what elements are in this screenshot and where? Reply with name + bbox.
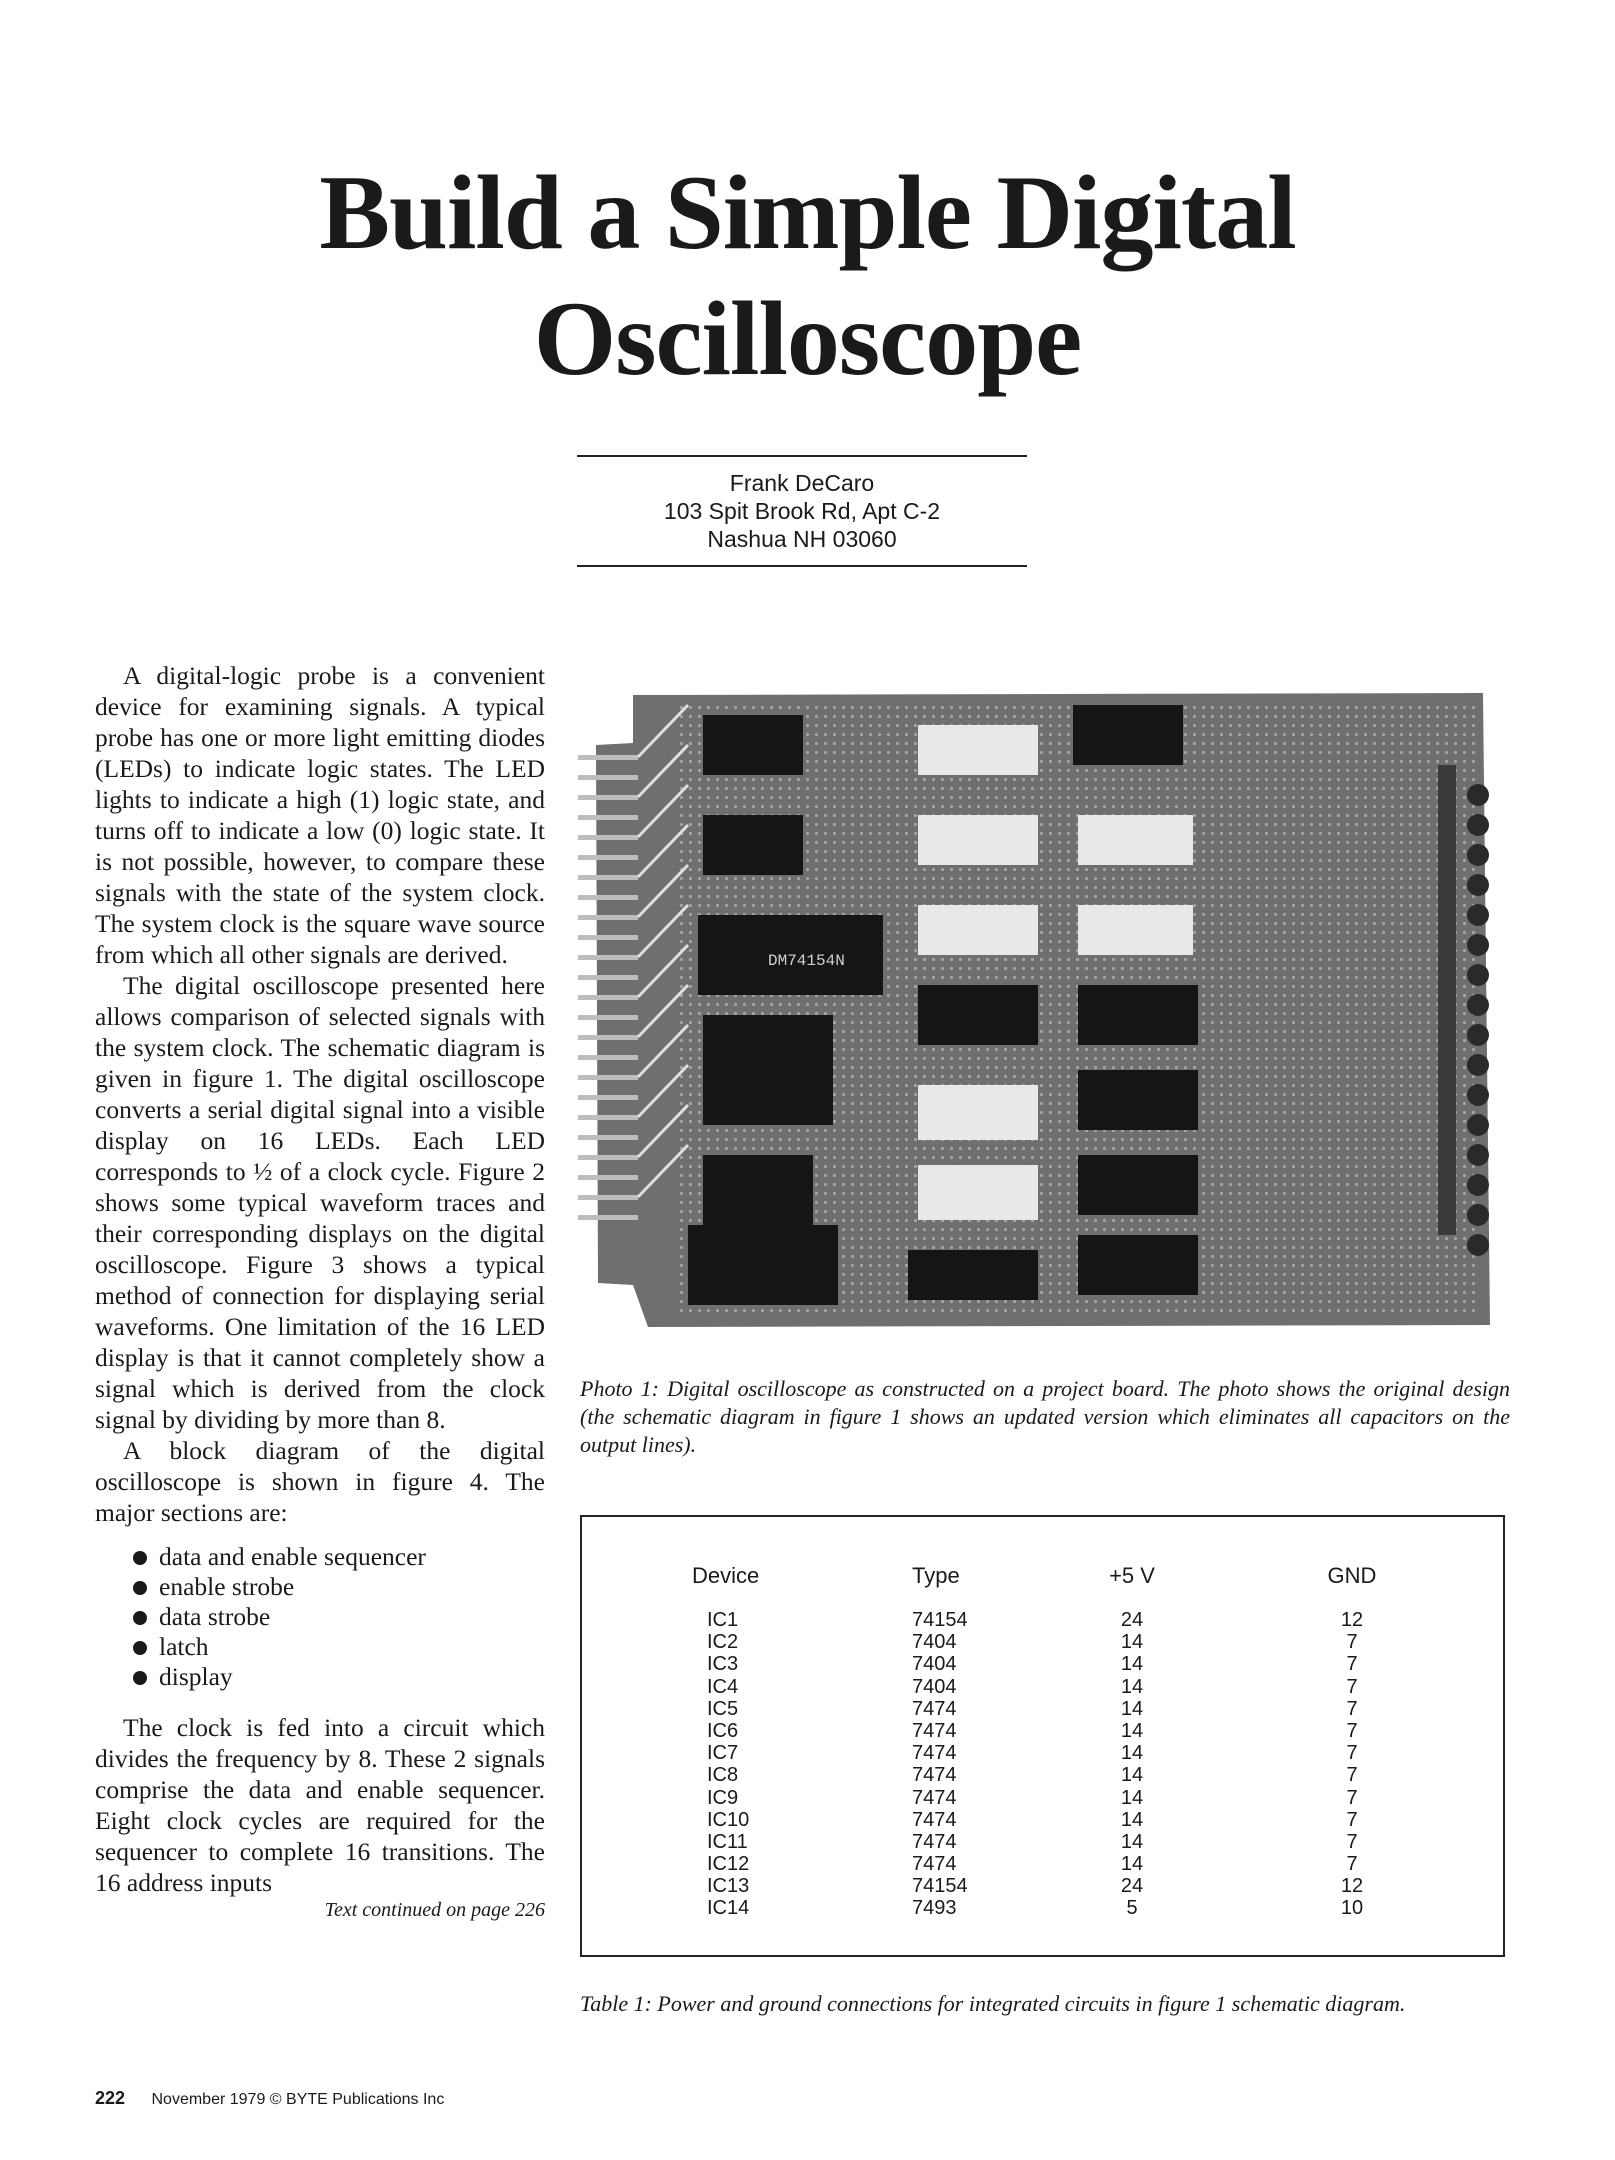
paragraph-2: The digital oscilloscope presented here allows comparison of selected signals with the system clock. The schematic diagram is given in figure 1. The digital oscilloscope converts a serial digital signal into a visible display on 16 LEDs. Each LED corresponds to ½ of a clock cycle. Figure 2 shows some typical waveform traces and their corresponding displays on the digital oscilloscope. Figure 3 shows a typical method of connection for displaying serial waveforms. One limitation of the 16 LED display is that it cannot completely show a signal which is derived from the clock signal by dividing by more than 8. <box>95 971 545 1434</box>
article-title <box>0 150 1615 402</box>
continued-note: Text continued on page 226 <box>324 1899 545 1921</box>
table-row: IC10 7474 14 7 <box>707 1808 1358 1831</box>
list-item: data and enable sequencer <box>133 1542 545 1572</box>
table-row: IC12 7474 14 7 <box>707 1853 1358 1876</box>
header-gnd: GND <box>1327 1563 1377 1588</box>
table-body <box>582 1609 1503 1920</box>
header-plus5v: +5 V <box>1109 1563 1155 1588</box>
header-device: Device <box>692 1563 760 1588</box>
circuit-board-photo <box>578 685 1508 1335</box>
list-item: enable strobe <box>133 1572 545 1602</box>
list-item: latch <box>133 1632 545 1662</box>
header-type: Type <box>912 1563 960 1588</box>
author-name: Frank DeCaro <box>729 470 875 496</box>
table-header <box>582 1563 1503 1593</box>
issue-info: November 1979 © BYTE Publications Inc <box>151 2091 445 2108</box>
table-row: IC4 7404 14 7 <box>707 1675 1358 1698</box>
chip-label: DM74154N <box>768 952 845 970</box>
paragraph-4: The clock is fed into a circuit which divides the frequency by 8. These 2 signals comprise the data and enable sequencer. Eight clock cycles are required for the sequencer to complete 16 transitions. The 16 address inputs <box>95 1713 545 1897</box>
author-address-2: Nashua NH 03060 <box>707 526 897 552</box>
paragraph-1: A digital-logic probe is a convenient device for examining signals. A typical probe has one or more light emitting diodes (LEDs) to indicate logic states. The LED lights to indicate a high (1) logic state, and turns off to indicate a low (0) logic state. It is not possible, however, to compare these signals with the state of the system clock. The system clock is the square wave source from which all other signals are derived. <box>95 661 545 969</box>
table-row: IC13 74154 24 12 <box>707 1875 1364 1898</box>
bullet-icon <box>133 1581 147 1595</box>
page-number: 222 <box>95 2088 126 2108</box>
paragraph-3: A block diagram of the digital oscilloscope is shown in figure 4. The major sections are: <box>95 1436 545 1527</box>
bullet-icon <box>133 1611 147 1625</box>
table-row: IC9 7474 14 7 <box>707 1786 1358 1809</box>
table-row: IC5 7474 14 7 <box>707 1697 1358 1720</box>
table-row: IC11 7474 14 7 <box>707 1830 1358 1853</box>
bullet-icon <box>133 1671 147 1685</box>
bullet-icon <box>133 1641 147 1655</box>
page-footer <box>95 2088 444 2109</box>
author-address-1: 103 Spit Brook Rd, Apt C-2 <box>663 498 941 524</box>
table-row: IC8 7474 14 7 <box>707 1764 1358 1787</box>
table-caption: Table 1: Power and ground connections for integrated circuits in figure 1 schematic diagram. <box>580 1991 1406 2016</box>
table-row: IC1 74154 24 12 <box>707 1609 1364 1631</box>
photo-caption: Photo 1: Digital oscilloscope as constructed on a project board. The photo shows the original design (the schematic diagram in figure 1 shows an updated version which eliminates all capacitors on the output lines). <box>580 1376 1510 1457</box>
table-row: IC6 7474 14 7 <box>707 1719 1358 1742</box>
title-line-2: Oscilloscope <box>533 280 1082 397</box>
list-item: data strobe <box>133 1602 545 1632</box>
author-byline <box>577 455 1027 567</box>
body-text-column <box>95 660 545 1922</box>
bullet-icon <box>133 1551 147 1565</box>
title-line-1: Build a Simple Digital <box>319 154 1296 271</box>
table-row: IC14 7493 5 10 <box>707 1897 1364 1920</box>
table-row: IC7 7474 14 7 <box>707 1742 1358 1765</box>
section-list <box>95 1542 545 1692</box>
table-row: IC3 7404 14 7 <box>707 1653 1358 1676</box>
table-row: IC2 7404 14 7 <box>707 1631 1358 1654</box>
power-ground-table <box>580 1515 1505 1957</box>
list-item: display <box>133 1662 545 1692</box>
